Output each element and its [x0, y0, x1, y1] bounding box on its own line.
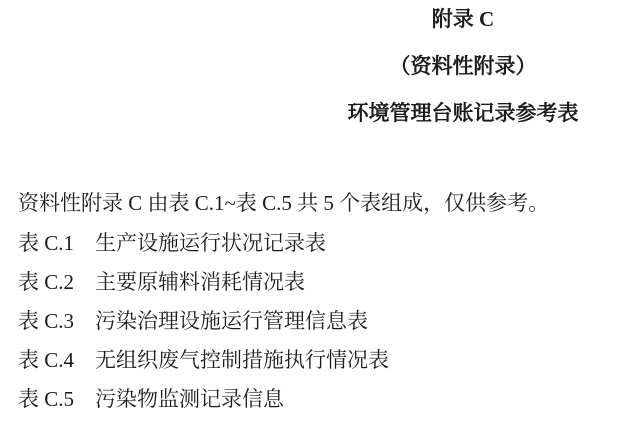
table-list-item [18, 270, 630, 294]
table-number: 表 C.1 [18, 231, 75, 255]
intro-paragraph: 资料性附录 C 由表 C.1~表 C.5 共 5 个表组成，仅供参考。 [18, 191, 550, 215]
table-number: 表 C.4 [18, 348, 75, 372]
table-list [18, 231, 630, 411]
table-title: 无组织废气控制措施执行情况表 [95, 348, 389, 372]
appendix-content [18, 191, 630, 425]
table-list-item [18, 387, 630, 411]
table-number: 表 C.3 [18, 309, 75, 333]
table-list-item [18, 231, 630, 255]
table-number: 表 C.2 [18, 270, 75, 294]
appendix-type: （资料性附录） [389, 54, 537, 78]
appendix-label: 附录 C [431, 7, 495, 31]
appendix-heading-block [286, 7, 640, 148]
table-title: 污染物监测记录信息 [95, 387, 284, 411]
table-list-item [18, 309, 630, 333]
table-list-item [18, 348, 630, 372]
appendix-title: 环境管理台账记录参考表 [347, 101, 579, 125]
table-title: 生产设施运行状况记录表 [95, 231, 326, 255]
table-number: 表 C.5 [18, 387, 75, 411]
table-title: 污染治理设施运行管理信息表 [95, 309, 368, 333]
table-title: 主要原辅料消耗情况表 [95, 270, 305, 294]
